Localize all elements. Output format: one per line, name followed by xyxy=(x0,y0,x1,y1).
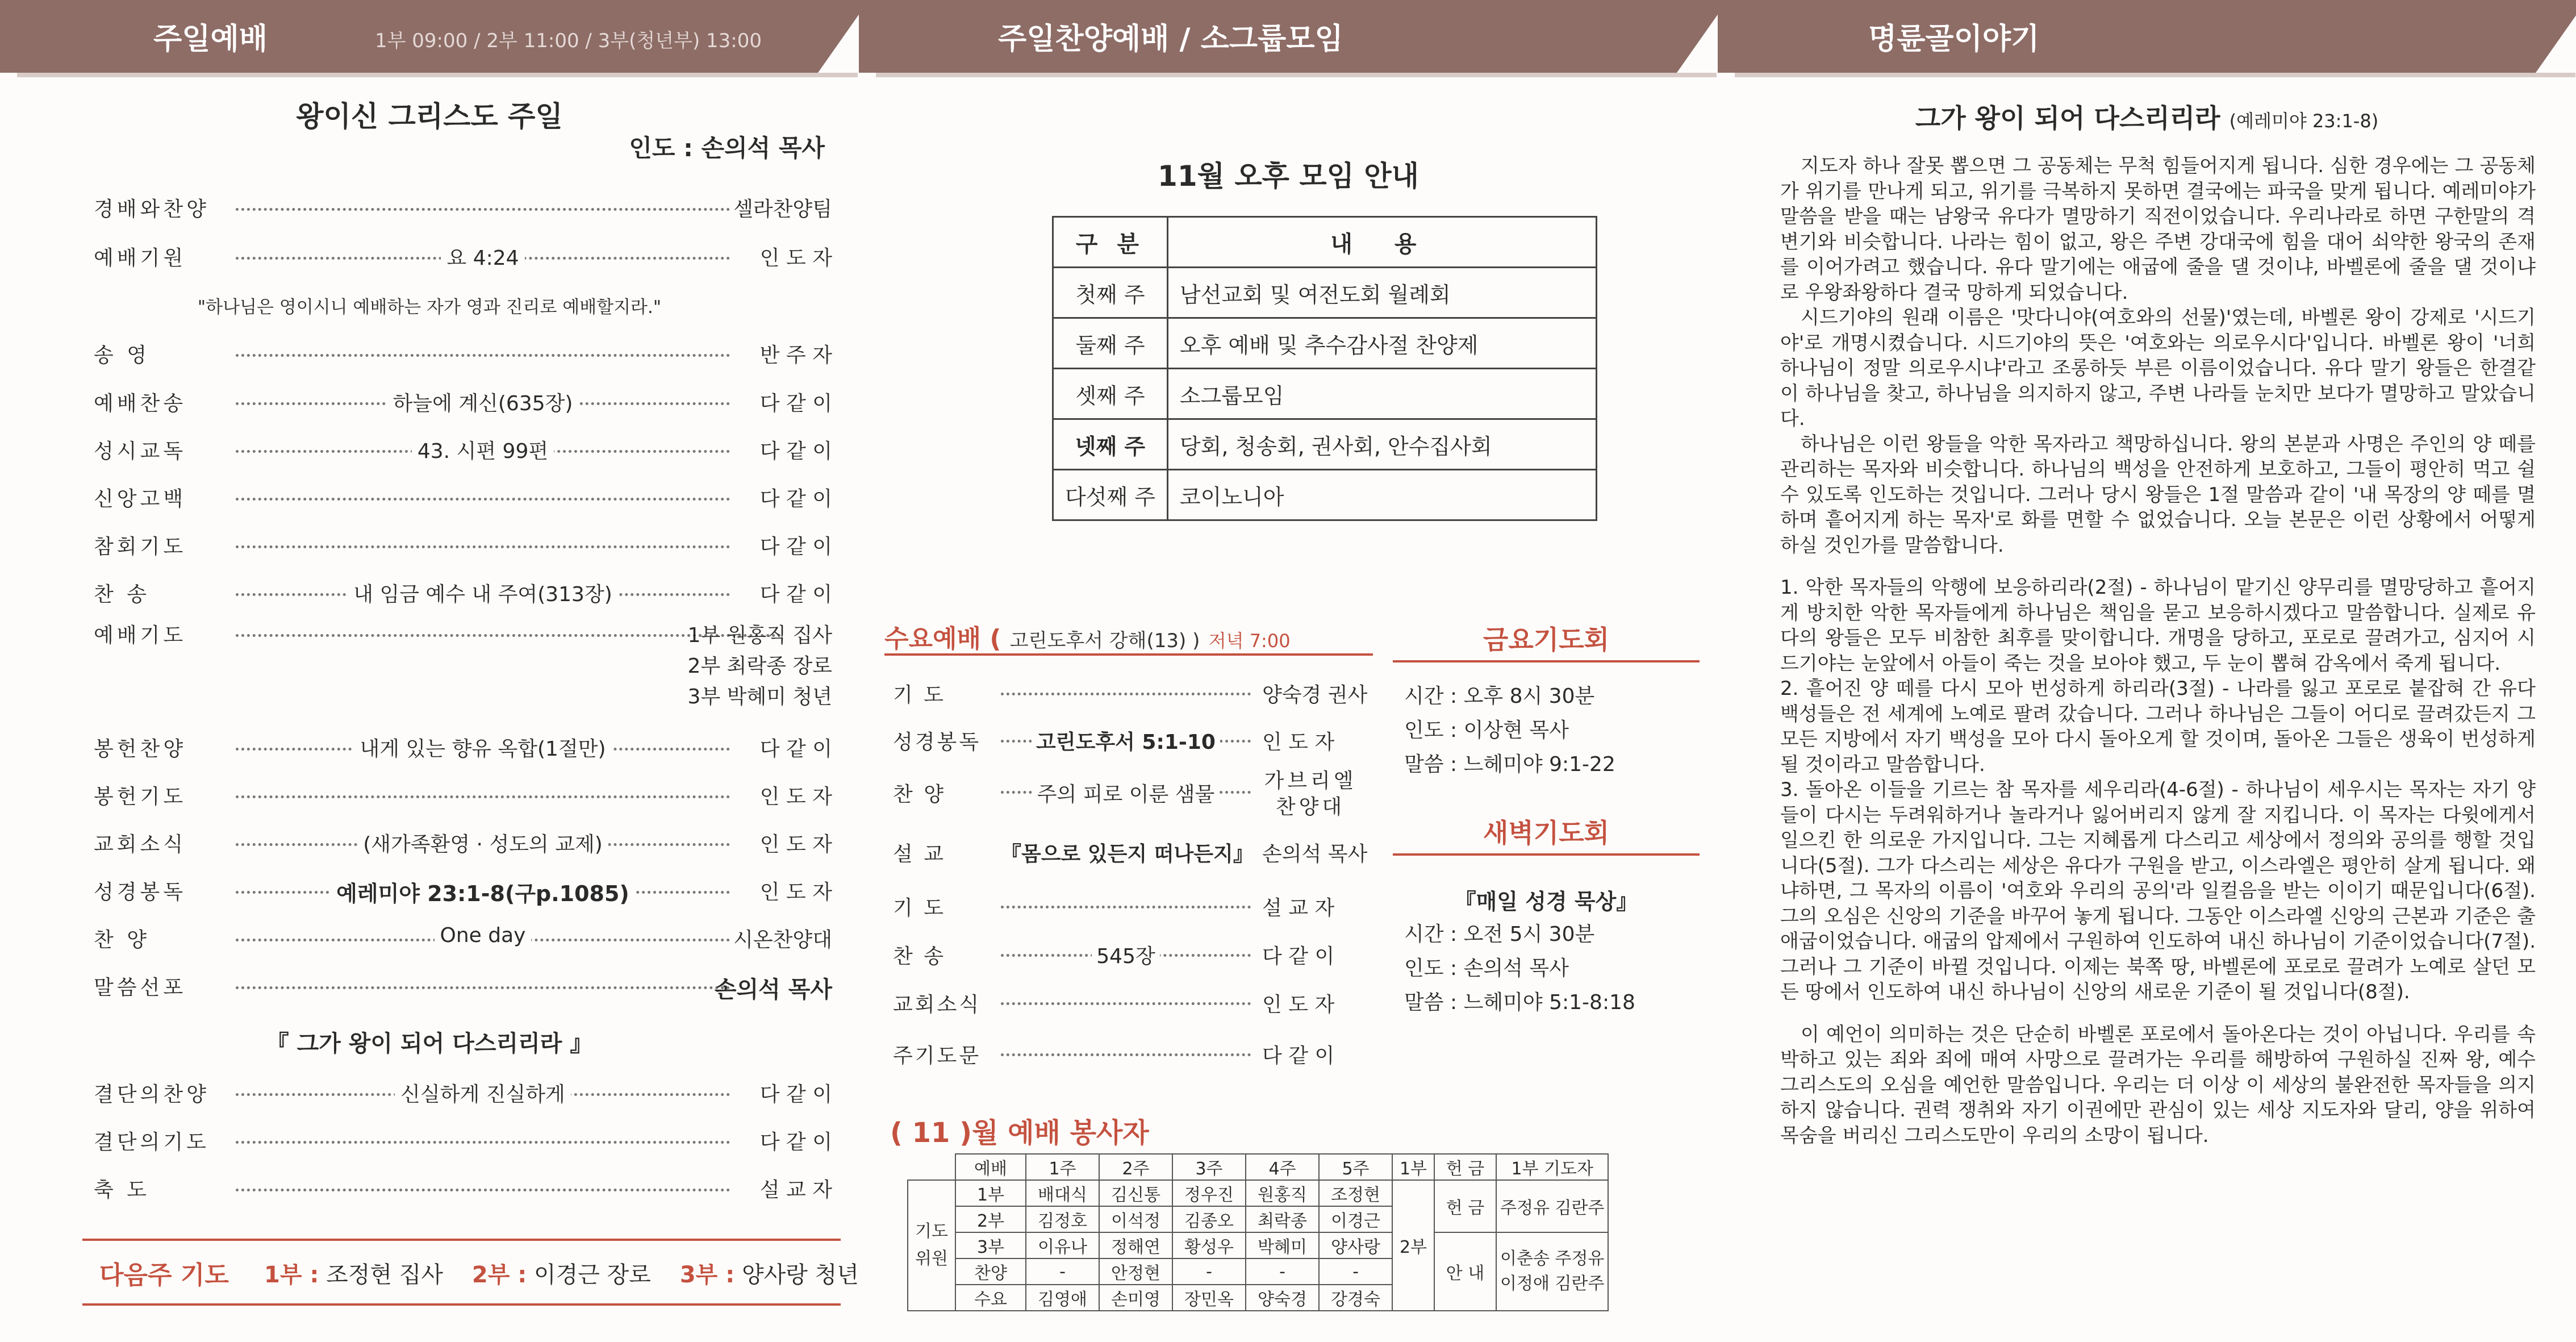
table-row: 기도 위원 1부 배대식 김신통 정우진 원홍직 조정현 2부 헌 금 주정유 김란주 xyxy=(908,1180,1608,1206)
prayer-committee-label: 기도 위원 xyxy=(908,1180,955,1311)
wed-order-row: 설 교 『몸으로 있든지 떠나든지』 손의석 목사 xyxy=(893,843,1368,866)
wed-order-row: 기 도 설 교 자 xyxy=(893,897,1335,920)
point-1: 1. 악한 목자들의 악행에 보응하리라(2절) - 하나님이 맡기신 양무리를 멸망당하고 흩어지게 방치한 악한 목자들에게 하나님은 책임을 묻고 보응하시겠다고 말씀합니다. 실제로 유다의 왕들은 모두 비참한 최후를 맞이합니다. 개명을 당하고, 포로로 끌려가고, 심지어 시드기야는 눈앞에서 아들이 죽는 것을 보아야 했고, 두 눈이 뽑혀 감옥에서 죽게 됩니다. xyxy=(1780,576,2536,675)
column-body xyxy=(1780,153,2536,1165)
afternoon-meetings-title: 11월 오후 모임 안내 xyxy=(1158,160,1419,193)
wednesday-service-heading: 수요예배 ( 고린도후서 강해(13) ) 저녁 7:00 xyxy=(884,624,1291,653)
column-panel xyxy=(1718,0,2576,1342)
table-row: 2부 김정호 이석정 김종오 최락종 이경근 xyxy=(908,1206,1608,1232)
paragraph: 하나님은 이런 왕들을 악한 목자라고 책망하십니다. 왕의 본분과 사명은 주인의 양 떼를 관리하는 목자와 비슷합니다. 하나님의 백성을 안전하게 보호하고, 그들이 평안히 먹고 쉴 수 있도록 인도하는 것입니다. 그러나 당시 왕들은 1절 말씀과 같이 '내 목장의 양 떼를 멸하며 흩어지게 하는 목자'로 화를 면할 수 없었습니다. 오늘 본문은 이런 상황에서 어떻게 하실 것인가를 말씀합니다. xyxy=(1780,432,2536,557)
wed-order-row: 찬 양 주의 피로 이룬 샘물 가브리엘 찬양대 xyxy=(893,769,1357,819)
table-row: 수요 김영애 손미영 장민옥 양숙경 강경숙 xyxy=(908,1285,1608,1311)
next-week-prayer-bar xyxy=(82,1239,859,1306)
meetings-panel xyxy=(859,0,1718,1342)
table-row: 찬양 - 안정현 - - - xyxy=(908,1258,1608,1285)
wed-order-row: 찬 송 545장 다 같 이 xyxy=(893,945,1335,968)
order-row: 찬 송 내 임금 예수 내 주여(313장) 다 같 이 xyxy=(94,583,832,606)
order-row: 봉헌찬양 내게 있는 향유 옥합(1절만) 다 같 이 xyxy=(94,737,832,761)
next-week-label: 다음주 기도 xyxy=(99,1261,229,1290)
next-week-prayers: 1부 : 조정현 집사 2부 : 이경근 장로 3부 : 양사랑 청년 xyxy=(264,1262,859,1288)
table-row: 셋째 주 소그룹모임 xyxy=(1053,369,1597,419)
point-2: 2. 흩어진 양 떼를 다시 모아 번성하게 하리라(3절) - 나라를 잃고 포로로 붙잡혀 간 유다 백성들은 전 세계에 노예로 팔려 갔습니다. 그러나 하나님은 그들이 어디로 끌려갔든지 그 모든 지방에서 자기 백성을 모아 다시 돌아오게 할 것이며, 돌아온 그들은 생육이 번성하게 될 것이라고 말씀합니다. xyxy=(1780,677,2536,776)
header-underline xyxy=(876,73,1717,77)
panel2-header-title: 주일찬양예배 / 소그룹모임 xyxy=(998,22,1343,56)
order-row: 신앙고백 다 같 이 xyxy=(94,487,832,511)
wed-order-row: 주기도문 다 같 이 xyxy=(893,1044,1335,1068)
wed-order-row: 성경봉독 고린도후서 5:1-10 인 도 자 xyxy=(893,731,1335,754)
panel2-header xyxy=(859,0,1677,73)
dawn-prayer-box: 새벽기도회 『매일 성경 묵상』 시간 : 오전 5시 30분 인도 : 손의석 목사 말씀 : 느헤미야 5:1-8:18 xyxy=(1393,812,1700,1020)
wednesday-heading-rule xyxy=(884,653,1373,656)
order-row: 예배찬송 하늘에 계신(635장) 다 같 이 xyxy=(94,392,832,415)
order-row: 참회기도 다 같 이 xyxy=(94,535,832,559)
volunteers-table xyxy=(907,1153,1609,1311)
order-row: 말씀선포 손의석 목사 xyxy=(94,976,832,1003)
order-row: 예배기원 요 4:24 인 도 자 xyxy=(94,247,832,270)
order-row-continued: 2부 최락종 장로 xyxy=(687,655,832,678)
order-row: 성시교독 43. 시편 99편 다 같 이 xyxy=(94,440,832,463)
wed-order-row: 기 도 양숙경 권사 xyxy=(893,683,1368,707)
table-row: 넷째 주 당회, 청송회, 권사회, 안수집사회 xyxy=(1053,419,1597,470)
afternoon-meetings-table xyxy=(1052,216,1597,521)
order-row: 찬 양 One day 시온찬양대 xyxy=(94,924,832,952)
service-times: 1부 09:00 / 2부 11:00 / 3부(청년부) 13:00 xyxy=(375,30,762,52)
friday-prayer-title: 금요기도회 xyxy=(1393,619,1700,662)
panel1-header xyxy=(0,0,818,73)
order-row: 결단의기도 다 같 이 xyxy=(94,1131,832,1154)
order-row: 경배와찬양 셀라찬양팀 xyxy=(94,198,832,221)
volunteers-title: ( 11 )월 예배 봉사자 xyxy=(890,1117,1149,1149)
panel3-header-title: 명륜골이야기 xyxy=(1868,22,2040,56)
order-row-continued: 3부 박혜미 청년 xyxy=(687,685,832,708)
order-row: 교회소식 (새가족환영 · 성도의 교제) 인 도 자 xyxy=(94,833,832,856)
sermon-title: 『 그가 왕이 되어 다스리리라 』 xyxy=(266,1031,593,1057)
service-title: 왕이신 그리스도 주일 xyxy=(296,100,563,133)
order-row: 봉헌기도 인 도 자 xyxy=(94,785,832,808)
worship-order-panel xyxy=(0,0,859,1342)
wed-order-row: 교회소식 인 도 자 xyxy=(893,993,1335,1016)
panel1-header-title: 주일예배 xyxy=(153,22,268,56)
table-row: 3부 이유나 정해연 황성우 박혜미 양사랑 안 내 이춘송 주정유 이정애 김란주 xyxy=(908,1232,1608,1258)
call-to-worship-verse: "하나님은 영이시니 예배하는 자가 영과 진리로 예배할지라." xyxy=(197,297,662,318)
header-underline xyxy=(1735,73,2575,77)
friday-prayer-box: 금요기도회 시간 : 오후 8시 30분 인도 : 이상현 목사 말씀 : 느헤미야 9:1-22 xyxy=(1393,619,1700,782)
table-header-row: 예배 1주 2주 3주 4주 5주 1부 헌 금 1부 기도자 xyxy=(908,1154,1608,1180)
daily-devotion-label: 『매일 성경 묵상』 xyxy=(1454,889,1638,914)
paragraph: 이 예언이 의미하는 것은 단순히 바벨론 포로에서 돌아온다는 것이 아닙니다. 우리를 속박하고 있는 죄와 죄에 매여 사망으로 끌려가는 우리를 해방하여 구원하실 진짜 왕, 예수 그리스도의 오심을 예언한 말씀입니다. 우리는 더 이상 이 세상의 불완전한 목자들을 의지하지 않습니다. 권력 쟁취와 자기 이권에만 관심이 있는 세상 지도자와 달리, 양을 위하여 목숨을 버리신 그리스도만이 우리의 소망이 됩니다. xyxy=(1780,1023,2536,1147)
order-row: 예배기도 1부 원홍직 집사 xyxy=(94,624,832,647)
service-leader: 인도 : 손의석 목사 xyxy=(629,134,825,162)
point-3: 3. 돌아온 이들을 기르는 참 목자를 세우리라(4-6절) - 하나님이 세우시는 목자는 자기 양들이 다시는 두려워하거나 놀라거나 잃어버리지 않게 잘 지킵니다. 이 목자는 다윗에게서 일으킨 한 의로운 가지입니다. 그는 지혜롭게 다스리고 세상에서 정의와 공의를 행할 것입니다(5절). 그가 다스리는 세상은 유다가 구원을 받고, 이스라엘은 평안히 살게 됩니다. 왜냐하면, 그 목자의 이름이 '여호와 우리의 공의'라 일컬음을 받는 이이기 때문입니다(6절). 그의 오심은 신앙의 기준을 바꾸어 놓게 됩니다. 그동안 이스라엘 신앙의 근본과 기준은 출애굽이었습니다. 애굽의 압제에서 구원하여 인도하여 내신 하나님이 기준이었습니다(7절). 그러나 그 기준이 바뀔 것입니다. 이제는 북쪽 땅, 바벨론에 포로로 끌려가 노예로 살던 모든 땅에서 인도하여 내신 하나님이 신앙의 새로운 기준이 될 것입니다(8절). xyxy=(1780,778,2536,1003)
table-row: 둘째 주 오후 예배 및 추수감사절 찬양제 xyxy=(1053,318,1597,369)
order-row: 송 영 반 주 자 xyxy=(94,344,832,367)
table-header-row: 구 분 내 용 xyxy=(1053,217,1597,268)
header-underline xyxy=(17,73,858,77)
dawn-prayer-title: 새벽기도회 xyxy=(1393,812,1700,856)
table-row: 다섯째 주 코이노니아 xyxy=(1053,470,1597,520)
column-title: 그가 왕이 되어 다스리리라 (예레미야 23:1-8) xyxy=(1915,103,2379,134)
order-row: 축 도 설 교 자 xyxy=(94,1178,832,1202)
panel3-header xyxy=(1718,0,2536,73)
paragraph: 시드기야의 원래 이름은 '맛다니야(여호와의 선물)'였는데, 바벨론 왕이 강제로 '시드기야'로 개명시켰습니다. 시드기야의 뜻은 '여호와는 의로우시다'입니다. 바벨론 왕이 '너희 하나님이 정말 의로우시냐'라고 조롱하듯 부른 이름이었습니다. 유다 말기 왕들은 한결같이 하나님을 찾고, 하나님을 의지하지 않고, 주변 나라들 눈치만 보다가 멸망하고 말았습니다. xyxy=(1780,306,2536,430)
header-tab-edge xyxy=(2536,0,2576,73)
order-row: 성경봉독 예레미야 23:1-8(구p.1085) 인 도 자 xyxy=(94,881,832,906)
table-row: 첫째 주 남선교회 및 여전도회 월례회 xyxy=(1053,268,1597,318)
order-row: 결단의찬양 신실하게 진실하게 다 같 이 xyxy=(94,1083,832,1106)
paragraph: 지도자 하나 잘못 뽑으면 그 공동체는 무척 힘들어지게 됩니다. 심한 경우에는 그 공동체가 위기를 만나게 되고, 위기를 극복하지 못하면 결국에는 파국을 맞게 됩니다. 예레미야가 말씀을 받을 때는 남왕국 유다가 멸망하기 직전이었습니다. 우리나라로 하면 구한말의 격변기와 비슷합니다. 나라는 힘이 없고, 왕은 주변 강대국에 힘을 대어 쇠약한 왕국의 존재를 이어가려고 했습니다. 유다 말기에는 애굽에 줄을 댈 것이냐, 바벨론에 줄을 댈 것이냐로 우왕좌왕하다 결국 망하게 되었습니다. xyxy=(1780,155,2536,304)
